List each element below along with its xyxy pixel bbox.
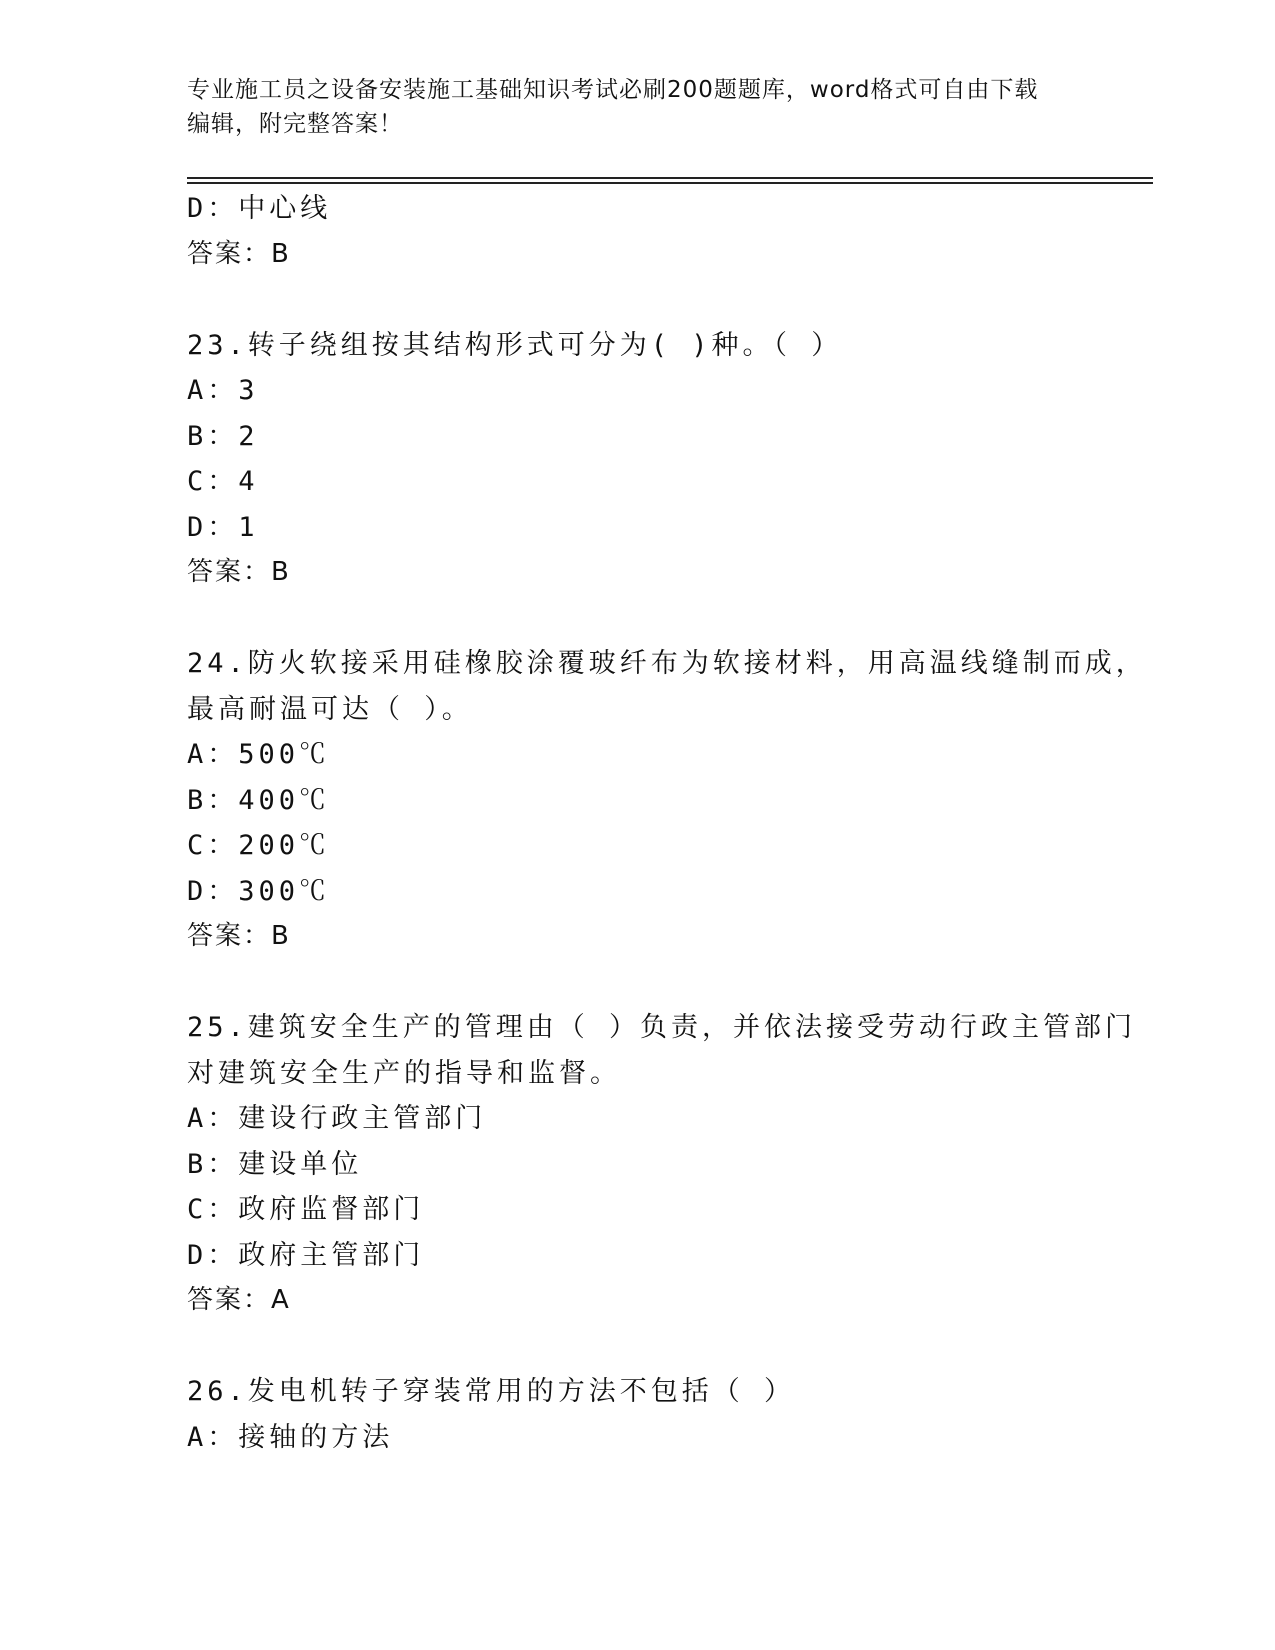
header-line-2: 编辑，附完整答案！ [187, 111, 403, 137]
header-rule-bottom [187, 182, 1153, 184]
question-text: 26.发电机转子穿装常用的方法不包括（ ） [187, 1376, 796, 1407]
header-line-1: 专业施工员之设备安装施工基础知识考试必刷200题题库，word格式可自由下载 [187, 77, 1039, 103]
option-d: D：1 [187, 511, 259, 543]
question-text: 23.转子绕组按其结构形式可分为( )种。（ ） [187, 329, 843, 361]
question-text-continued: 对建筑安全生产的指导和监督。 [187, 1057, 621, 1089]
option-a: A：500℃ [187, 739, 331, 770]
option-d: D：300℃ [187, 875, 331, 907]
option-a: A：接轴的方法 [187, 1421, 394, 1453]
option-c: C：政府监督部门 [187, 1194, 425, 1225]
option-d: D：中心线 [187, 193, 332, 224]
answer-line: 答案：B [187, 557, 291, 587]
answer-line: 答案：B [187, 238, 291, 269]
spacer [187, 960, 1147, 1006]
option-b: B：400℃ [187, 784, 331, 816]
spacer [187, 1324, 1147, 1370]
option-d: D：政府主管部门 [187, 1239, 425, 1271]
option-a: A：建设行政主管部门 [187, 1103, 487, 1134]
option-c: C：200℃ [187, 830, 331, 861]
header-rule-top [187, 177, 1153, 179]
answer-line: 答案：B [187, 921, 291, 951]
option-a: A：3 [187, 375, 259, 406]
option-b: B：2 [187, 420, 259, 452]
answer-line: 答案：A [187, 1285, 291, 1315]
document-header [187, 73, 1067, 141]
question-text: 24.防火软接采用硅橡胶涂覆玻纤布为软接材料，用高温线缝制而成， [187, 648, 1147, 679]
question-text: 25.建筑安全生产的管理由（ ）负责，并依法接受劳动行政主管部门 [187, 1012, 1137, 1043]
option-c: C：4 [187, 466, 259, 497]
option-b: B：建设单位 [187, 1148, 363, 1180]
spacer [187, 596, 1147, 642]
spacer [187, 277, 1147, 323]
question-text-continued: 最高耐温可达（ ）。 [187, 693, 473, 725]
question-content [187, 186, 1147, 1460]
